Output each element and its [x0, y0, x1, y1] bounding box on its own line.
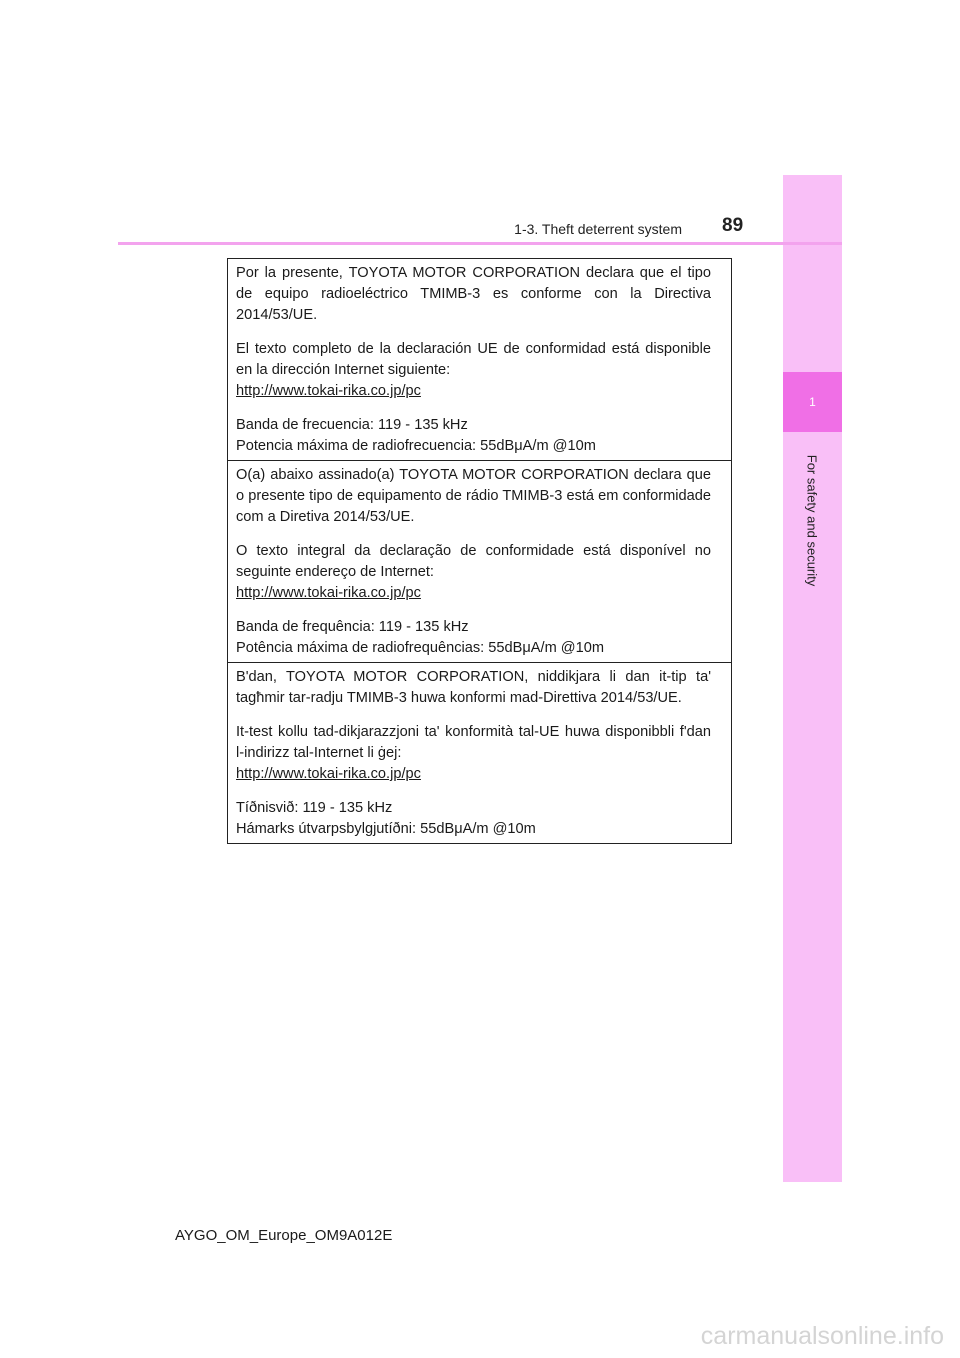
watermark: carmanualsonline.info	[700, 1322, 944, 1350]
chapter-number: 1	[783, 372, 842, 432]
full-text-note: It-test kollu tad-dikjarazzjoni ta' konformità tal-UE huwa disponibbli f'dan l-indirizz tal-Internet li ġej:	[236, 724, 711, 761]
full-text-note: El texto completo de la declaración UE de conformidad está disponible en la dirección Internet siguiente:	[236, 341, 711, 378]
frequency-band: Banda de frecuencia: 119 - 135 kHz	[236, 417, 468, 433]
section-title: 1-3. Theft deterrent system	[514, 221, 682, 237]
declaration-link[interactable]: http://www.tokai-rika.co.jp/pc	[236, 766, 421, 782]
chapter-title-vertical	[800, 445, 824, 595]
max-power: Potencia máxima de radiofrecuencia: 55dBμA/m @10m	[236, 438, 596, 454]
full-text-note: O texto integral da declaração de conformidade está disponível no seguinte endereço de Internet:	[236, 543, 711, 580]
declaration-text: B'dan, TOYOTA MOTOR CORPORATION, niddikjara li dan it-tip ta' tagħmir tar-radju TMIMB-3 huwa konformi mad-Direttiva 2014/53/UE.	[236, 669, 711, 706]
chapter-title: For safety and security	[804, 454, 820, 586]
declaration-boxes	[227, 258, 732, 844]
frequency-band: Tíðnisvið: 119 - 135 kHz	[236, 800, 393, 816]
declaration-text: O(a) abaixo assinado(a) TOYOTA MOTOR CORPORATION declara que o presente tipo de equipamento de rádio TMIMB-3 está em conformidade com a Diretiva 2014/53/UE.	[236, 467, 711, 525]
chapter-side-tab	[783, 175, 842, 1182]
max-power: Hámarks útvarpsbylgjutíðni: 55dBμA/m @10m	[236, 821, 536, 837]
header-divider	[118, 242, 842, 245]
declaration-text: Por la presente, TOYOTA MOTOR CORPORATION declara que el tipo de equipo radioeléctrico TMIMB-3 es conforme con la Directiva 2014/53/UE.	[236, 265, 711, 323]
frequency-band: Banda de frequência: 119 - 135 kHz	[236, 619, 469, 635]
declaration-box-maltese	[227, 663, 732, 844]
declaration-box-spanish	[227, 258, 732, 461]
max-power: Potência máxima de radiofrequências: 55dBμA/m @10m	[236, 640, 604, 656]
page-number: 89	[722, 215, 744, 236]
declaration-link[interactable]: http://www.tokai-rika.co.jp/pc	[236, 585, 421, 601]
document-id: AYGO_OM_Europe_OM9A012E	[175, 1227, 393, 1244]
declaration-link[interactable]: http://www.tokai-rika.co.jp/pc	[236, 383, 421, 399]
declaration-box-portuguese	[227, 461, 732, 663]
